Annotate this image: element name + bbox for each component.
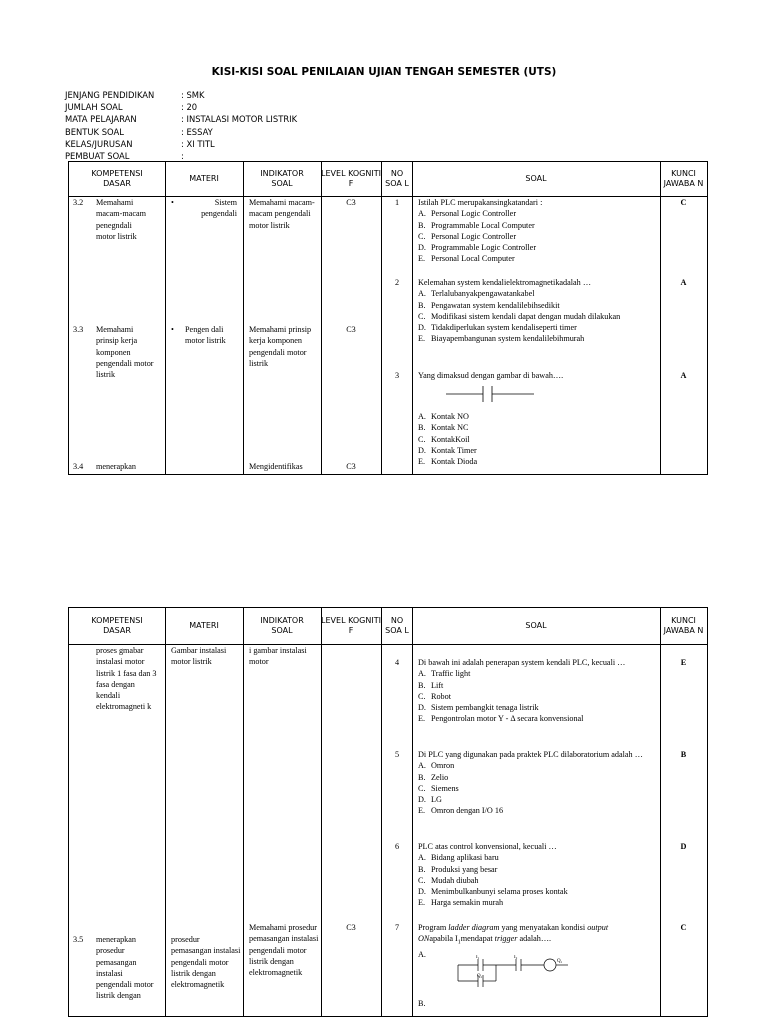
meta-value: : INSTALASI MOTOR LISTRIK (181, 114, 298, 125)
option-text: Sistem pembangkit tenaga listrik (431, 703, 539, 713)
header-materi: MATERI (189, 173, 219, 183)
kd-3-5 (73, 934, 163, 1002)
kisi-table-page2 (68, 607, 708, 1017)
option (418, 713, 658, 724)
option (418, 445, 656, 456)
meta-key: KELAS/JURUSAN (65, 138, 133, 149)
table-border (165, 161, 166, 475)
kd-number: 3.5 (73, 935, 84, 944)
option (418, 691, 658, 702)
meta-key: BENTUK SOAL (65, 126, 124, 137)
option-letter: C. (418, 231, 426, 241)
option-text: Produksi yang besar (431, 864, 498, 874)
option-letter: E. (418, 806, 426, 816)
option (418, 253, 656, 264)
stem-part: apabila I (429, 934, 458, 944)
option-text: Modifikasi sistem kendali dapat dengan mudah dilakukan (431, 311, 621, 321)
materi-text: Sistem pengendali (201, 198, 237, 219)
option-letter: A. (418, 669, 426, 679)
question-stem: Di bawah ini adalah penerapan system kendali PLC, kecuali … (418, 658, 626, 667)
bullet: • (171, 198, 174, 207)
question-6 (418, 841, 658, 909)
question-stem: Di PLC yang digunakan pada praktek PLC dilaboratorium adalah … (418, 750, 643, 759)
option (418, 434, 656, 445)
materi-sistem-pengendali (171, 197, 239, 220)
kd-3-2 (73, 197, 163, 242)
meta-key: JENJANG PENDIDIKAN (65, 90, 155, 100)
table-border (68, 607, 69, 1017)
header-materi: MATERI (189, 620, 219, 630)
option (418, 668, 658, 679)
ladder-label-i1: I₁ (476, 955, 480, 960)
option-letter: D. (418, 887, 426, 897)
option (418, 333, 658, 344)
question-stem: Kelemahan system kendalielektromagnetikadalah … (418, 278, 592, 287)
option-text: Robot (431, 691, 452, 701)
option-text: Terlalubanyakpengawatankabel (431, 289, 535, 299)
option-text: Omron (431, 761, 455, 771)
option-text: LG (431, 795, 442, 805)
meta-block (65, 89, 297, 162)
option (418, 805, 658, 816)
stem-part: mendapat (460, 934, 495, 944)
header-indikator: INDIKATOR SOAL (260, 615, 304, 635)
stem-part: adalah…. (517, 934, 552, 944)
stem-part: yang menyatakan kondisi (499, 923, 588, 932)
option-letter: B. (418, 864, 426, 874)
option-letter: A. (418, 761, 426, 771)
option (418, 794, 658, 805)
meta-value: : SMK (181, 90, 205, 100)
question-stem-line2: ONapabila $I_1mendapat$ trigger adalah…. (418, 934, 552, 946)
option-text: Personal Logic Controller (431, 231, 517, 241)
level-3: C3 (346, 462, 356, 471)
question-number: 4 (394, 658, 400, 667)
table-border (68, 1016, 708, 1017)
question-stem: Yang dimaksud dengan gambar di bawah…. (418, 371, 564, 380)
table-border (412, 607, 413, 1017)
answer-key: E (680, 658, 687, 667)
header-indikator: INDIKATOR SOAL (260, 168, 304, 188)
table-border (660, 607, 661, 1017)
header-level: LEVEL KOGNITI F (321, 615, 381, 635)
header-no: NO SOA L (385, 168, 409, 188)
header-kompetensi: KOMPETENSI DASAR (91, 168, 143, 188)
ladder-label-q1-contact: Q₁ (477, 974, 483, 979)
option-letter: D. (418, 795, 426, 805)
table-border (68, 644, 708, 645)
option-letter: A. (418, 853, 426, 863)
option-text: Pengawatan system kendalilebihsedikit (431, 300, 560, 310)
level-5: C3 (346, 923, 356, 932)
option-text: Omron dengan I/O 16 (431, 806, 504, 816)
kd-3-3 (73, 324, 163, 380)
header-level: LEVEL KOGNITI F (321, 168, 381, 188)
option-letter: A. (418, 412, 426, 421)
meta-value: : XI TITL (181, 138, 215, 149)
option-letter: B. (418, 680, 426, 690)
question-3 (418, 370, 656, 381)
kd-text: Memahami macam-macam penegndali motor listrik (96, 198, 147, 241)
option-letter: D. (418, 243, 426, 253)
option-letter: C. (418, 875, 426, 885)
answer-key: A (680, 278, 687, 287)
question-number: 1 (394, 198, 400, 207)
question-stem (418, 922, 658, 933)
option-text: Siemens (431, 783, 459, 793)
option-text: Menimbulkanbunyi selama proses kontak (431, 887, 568, 897)
table-border (707, 607, 708, 1017)
meta-row (65, 101, 297, 113)
option-text: Kontak Timer (431, 445, 477, 455)
option (418, 897, 658, 908)
option-text: Traffic light (431, 669, 471, 679)
kd-text: menerapkan prosedur pemasangan instalasi pengendali motor listrik dengan (96, 935, 154, 1001)
document-title: KISI-KISI SOAL PENILAIAN UJIAN TENGAH SEMESTER (UTS) (211, 66, 557, 78)
option (418, 311, 658, 322)
option-text: KontakKoil (431, 434, 470, 444)
option-letter: B. (418, 220, 426, 230)
header-soal: SOAL (525, 173, 547, 183)
question-number: 5 (394, 750, 400, 759)
header-kunci: KUNCI JAWABA N (663, 168, 704, 188)
indikator-3: Mengidentifikas (249, 462, 303, 471)
option-text: Kontak NC (431, 423, 469, 433)
option-text: Pengontrolan motor Y - Δ secara konvensional (431, 714, 584, 724)
option (418, 231, 656, 242)
kd-text: menerapkan (96, 462, 137, 471)
meta-key: PEMBUAT SOAL (65, 151, 130, 162)
option-letter: A. (418, 289, 426, 299)
question-stem: Istilah PLC merupakansingkatandari : (418, 198, 543, 207)
option-b: B. (418, 999, 426, 1008)
meta-row (65, 89, 297, 101)
indikator-prosedur: Memahami prosedur pemasangan instalasi pengendali motor listrik dengan elektromagnetik (249, 923, 319, 978)
option-text: Bidang aplikasi baru (431, 853, 499, 863)
answer-key: B (680, 750, 687, 759)
materi-continuation: Gambar instalasi motor listrik (171, 646, 227, 667)
meta-row (65, 113, 297, 125)
option (418, 875, 658, 886)
option (418, 242, 656, 253)
option-letter: E. (418, 334, 426, 344)
option-letter: C. (418, 434, 426, 444)
answer-key: A (680, 371, 687, 380)
option-letter: C. (418, 311, 426, 321)
table-border (381, 607, 382, 1017)
stem-part: ladder diagram (448, 923, 500, 932)
option-letter: E. (418, 898, 426, 908)
table-border (243, 161, 244, 475)
question-4 (418, 657, 658, 725)
option (418, 288, 658, 299)
materi-text: Pengen dali motor listrik (185, 325, 226, 346)
ladder-diagram (456, 955, 576, 995)
option-text: Kontak Dioda (431, 457, 478, 467)
option-text: Programmable Local Computer (431, 220, 535, 230)
stem-part: Program (418, 923, 449, 932)
option-letter: D. (418, 703, 426, 713)
meta-row (65, 138, 297, 150)
kd-number: 3.2 (73, 198, 84, 207)
option-letter: B. (418, 300, 426, 310)
option-text: Personal Logic Controller (431, 209, 517, 219)
table-border (68, 474, 708, 475)
option (418, 422, 656, 433)
option (418, 760, 658, 771)
table-border (321, 607, 322, 1017)
option (418, 886, 658, 897)
option-letter: B. (418, 423, 426, 433)
kd-3-4 (73, 461, 163, 472)
option-text: Kontak NO (431, 412, 469, 421)
option-text: Zelio (431, 772, 449, 782)
header-no: NO SOA L (385, 615, 409, 635)
option-letter: D. (418, 445, 426, 455)
level-2: C3 (346, 325, 356, 334)
option (418, 300, 658, 311)
option-letter: C. (418, 691, 426, 701)
answer-key: C (680, 923, 687, 932)
meta-value: : (181, 151, 184, 162)
materi-prosedur: prosedur pemasangan instalasi pengendali motor listrik dengan elektromagnetik (171, 935, 241, 990)
option (418, 208, 656, 219)
option-a: A. (418, 950, 426, 960)
indikator-continuation: i gambar instalasi motor (249, 646, 307, 667)
answer-key: D (680, 842, 687, 851)
option-text: Mudah diubah (431, 875, 479, 885)
stem-part: output (587, 923, 609, 932)
option (418, 864, 658, 875)
option-text: Tidakdiperlukan system kendaliseperti timer (431, 323, 577, 333)
meta-value: : 20 (181, 102, 198, 113)
question-1 (418, 197, 656, 265)
option-text: Personal Local Computer (431, 254, 515, 264)
table-border (165, 607, 166, 1017)
answer-key: C (680, 198, 687, 207)
question-2 (418, 277, 658, 345)
meta-row (65, 126, 297, 138)
option (418, 702, 658, 713)
option (418, 680, 658, 691)
ladder-label-i2: I₂ (514, 955, 518, 960)
ladder-label-q1: Q₁ (557, 959, 563, 964)
table-border (412, 161, 413, 475)
kd-number: 3.3 (73, 325, 84, 334)
bullet: • (171, 325, 174, 334)
question-stem: PLC atas control konvensional, kecuali … (418, 842, 557, 851)
meta-key: JUMLAH SOAL (65, 102, 123, 113)
option-text: Programmable Logic Controller (431, 243, 537, 253)
indikator-1: Memahami macam-macam pengendali motor listrik (249, 198, 315, 230)
level-1: C3 (346, 198, 356, 207)
option (418, 456, 656, 467)
materi-pengendali-motor (171, 324, 239, 347)
meta-value: : ESSAY (181, 126, 213, 137)
stem-part: trigger (494, 934, 518, 944)
question-5 (418, 749, 658, 817)
header-kunci: KUNCI JAWABA N (663, 615, 704, 635)
option-letter: E. (418, 457, 426, 467)
option-letter: B. (418, 772, 426, 782)
question-number: 3 (394, 371, 400, 380)
option-letter: E. (418, 254, 426, 264)
option-letter: E. (418, 714, 426, 724)
table-border (707, 161, 708, 475)
table-border (68, 161, 69, 475)
kisi-table-page1 (68, 161, 708, 475)
option-text: Biayapembangunan system kendalilebihmurah (431, 334, 585, 344)
option (418, 220, 656, 231)
option-letter: A. (418, 209, 426, 219)
option (418, 322, 658, 333)
option-text: Lift (431, 680, 444, 690)
question-number: 2 (394, 278, 400, 287)
question-3-options (418, 411, 656, 467)
kd-number: 3.4 (73, 462, 84, 471)
kd-text: Memahami prinsip kerja komponen pengendali motor listrik (96, 325, 154, 380)
option-letter: C. (418, 783, 426, 793)
indikator-2: Memahami prinsip kerja komponen pengendali motor listrik (249, 325, 312, 368)
question-number: 6 (394, 842, 400, 851)
option (418, 852, 658, 863)
table-border (243, 607, 244, 1017)
header-kompetensi: KOMPETENSI DASAR (91, 615, 143, 635)
option (418, 772, 658, 783)
kd-continuation: proses gmabar instalasi motor listrik 1 fasa dan 3 fasa dengan kendali elektromagneti k (96, 646, 157, 712)
option-letter: D. (418, 323, 426, 333)
option (418, 411, 656, 422)
no-contact-symbol (446, 385, 536, 403)
option-text: Harga semakin murah (431, 898, 504, 908)
meta-key: MATA PELAJARAN (65, 114, 137, 125)
header-soal: SOAL (525, 620, 547, 630)
stem-part: ON (418, 934, 430, 944)
option (418, 783, 658, 794)
question-number: 7 (394, 923, 400, 932)
